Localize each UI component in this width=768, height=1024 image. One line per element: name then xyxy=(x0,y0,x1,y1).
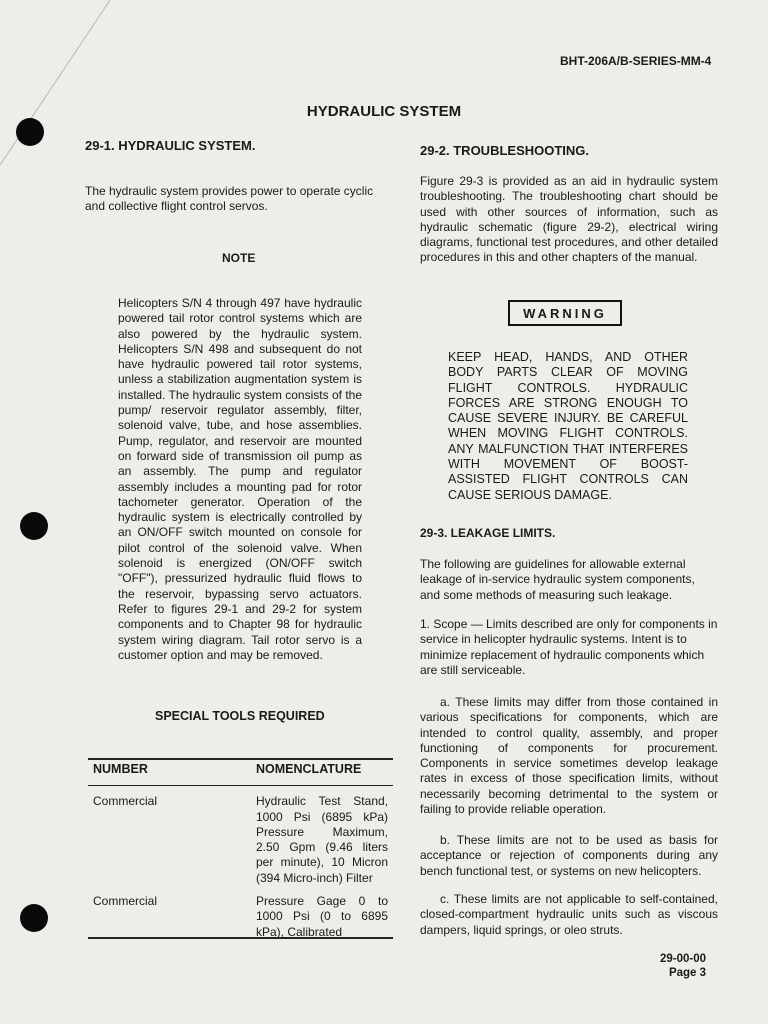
limit-item-a: a. These limits may differ from those contained in various specifications for components, which are intended to control quality, assembly, and proper functioning of components for procurement. Components in service sometimes develop leakage rates in excess of those specification limits, without necessarily becoming detrimental to the system or failing to provide reliable operation. xyxy=(420,695,718,817)
footer-page-number: Page 3 xyxy=(668,967,707,979)
binder-hole xyxy=(16,118,44,146)
leakage-intro: The following are guidelines for allowable external leakage of in-service hydraulic system components, and some methods of measuring such leakage. xyxy=(420,557,695,602)
page-footer xyxy=(660,952,706,980)
page-crease-line xyxy=(0,0,120,180)
page-title: HYDRAULIC SYSTEM xyxy=(306,103,462,120)
section-title-troubleshooting: 29-2. TROUBLESHOOTING. xyxy=(420,143,590,158)
manual-code: BHT-206A/B-SERIES-MM-4 xyxy=(560,54,712,68)
section-title-hydraulic: 29-1. HYDRAULIC SYSTEM. xyxy=(85,138,256,153)
warning-text: KEEP HEAD, HANDS, AND OTHER BODY PARTS CLEAR OF MOVING FLIGHT CONTROLS. HYDRAULIC FORCES ARE STRONG ENOUGH TO CAUSE SEVERE INJURY. BE CAREFUL WHEN MOVING FLIGHT CONTROLS. ANY MALFUNCTION THAT INTERFERES WITH MOVEMENT OF BOOST-ASSISTED FLIGHT CONTROLS CAN CAUSE SERIOUS DAMAGE. xyxy=(448,350,688,502)
tool-nomenclature: Pressure Gage 0 to 1000 Psi (0 to 6895 kPa), Calibrated xyxy=(256,894,388,939)
binder-hole xyxy=(20,904,48,932)
note-text: Helicopters S/N 4 through 497 have hydraulic powered tail rotor control systems which are also powered by the hydraulic system. Helicopters S/N 498 and subsequent do not have hydraulic powered tail rotor systems, unless a stabilization augmentation system is installed. The hydraulic system consists of the pump/ reservoir regulator assembly, filter, solenoid valve, tube, and hose assemblies. Pump, regulator, and reservoir are mounted on forward side of transmission oil pump as an assembly. The pump and regulator assembly includes a mounting pad for rotor tachometer generator. Operation of the hydraulic system is electrically controlled by an ON/OFF switch mounted on console for pilot control of the solenoid valve. When solenoid is energized (ON/OFF switch "OFF"), pressurized hydraulic fluid flows to the reservoir, bypassing servo actuators. Refer to figures 29-1 and 29-2 for system components and to Chapter 98 for hydraulic system wiring diagram. Tail rotor servo is a customer option and may be removed. xyxy=(118,296,362,662)
table-row xyxy=(88,894,393,948)
tool-nomenclature: Hydraulic Test Stand, 1000 Psi (6895 kPa) Pressure Maximum, 2.50 Gpm (9.46 liters per minute), 10 Micron (394 Micro-inch) Filter xyxy=(256,794,388,885)
column-header-number: NUMBER xyxy=(93,762,148,776)
column-header-nomenclature: NOMENCLATURE xyxy=(256,762,362,776)
tools-table xyxy=(88,758,393,948)
tools-heading: SPECIAL TOOLS REQUIRED xyxy=(155,709,325,723)
table-header-row xyxy=(88,758,393,785)
troubleshooting-paragraph: Figure 29-3 is provided as an aid in hydraulic system troubleshooting. The troubleshooting chart should be used with other sources of information, such as hydraulic schematic (figure 29-2), electrical wiring diagrams, functional test procedures, and other detailed procedures in this and other chapters of the manual. xyxy=(420,174,718,265)
table-row xyxy=(88,794,393,894)
tool-number: Commercial xyxy=(93,894,158,909)
table-bottom-rule xyxy=(88,937,393,939)
tool-number: Commercial xyxy=(93,794,158,809)
note-heading: NOTE xyxy=(222,251,256,265)
limit-item-b: b. These limits are not to be used as basis for acceptance or rejection of components during any bench functional test, or systems on new helicopters. xyxy=(420,833,718,878)
limit-item-c: c. These limits are not applicable to self-contained, closed-compartment hydraulic units such as viscous dampers, liquid springs, or oleo struts. xyxy=(420,892,718,937)
section-title-leakage: 29-3. LEAKAGE LIMITS. xyxy=(420,526,556,540)
scope-paragraph: 1. Scope — Limits described are only for components in service in helicopter hydraulic systems. Intent is to minimize replacement of hydraulic components which are still serviceable. xyxy=(420,617,718,677)
binder-hole xyxy=(20,512,48,540)
footer-chapter-code: 29-00-00 xyxy=(660,953,707,965)
intro-paragraph: The hydraulic system provides power to operate cyclic and collective flight control servos. xyxy=(85,184,374,214)
warning-label: WARNING xyxy=(508,300,622,326)
